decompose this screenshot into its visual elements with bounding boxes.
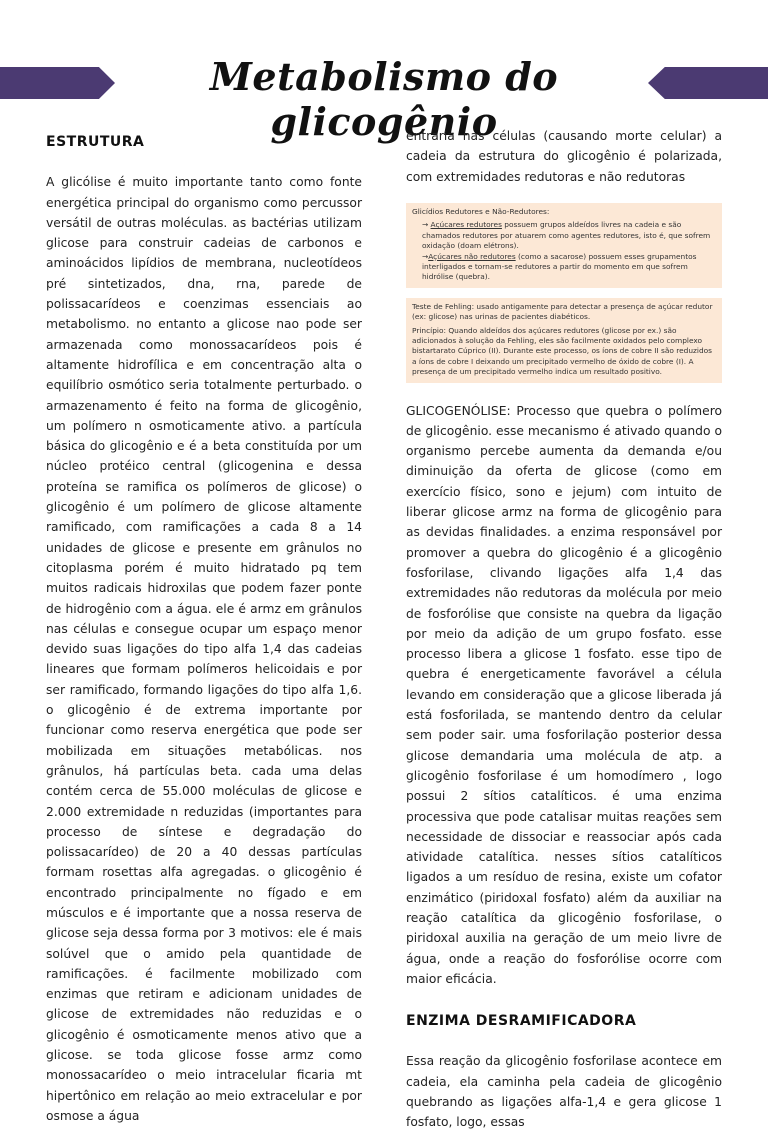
note-text-nao-redutores: (como a sacarose) possuem esses grupamentos interligados e tornam-se redutores a partir do momento em que sofrem hidrólise (quebra). <box>422 251 697 282</box>
arrow-icon: → <box>422 220 431 230</box>
continuation-paragraph: entraria nas células (causando morte celular) a cadeia da estrutura do glicogênio é polarizada, com extremidades redutoras e não redutoras <box>406 129 722 184</box>
note-text-redutores: possuem grupos aldeídos livres na cadeia e são chamados redutores por atuarem como agentes redutores, isto é, que sofrem oxidação (doam elétrons). <box>422 220 711 251</box>
estrutura-paragraph: A glicólise é muito importante tanto como fonte energética principal do organismo como percussor versátil de outras moléculas. as bactérias utilizam glicose para construir cadeias de carbonos e aminoácidos lipídios de membrana, nucleotídeos pré sintetizados, dna, rna, parede de polissacarídeos e coenzimas essenciais ao metabolismo. no entanto a glicose nao pode ser armazenada como monossacarídeos pois é altamente hidrofílica e em concentração alta o equilíbrio osmótico seria totalmente perturbado. o armazenamento é feito na forma de glicogênio, um polímero n osmoticamente ativo. a partícula básica do glicogênio e é a beta constituída por um núcleo protéico central (glicogenina e dessa proteína se ramifica os polímeros de glicose) o glicogênio é um polímero de glicose altamente ramificado, com ramificações a cada 8 a 14 unidades de glicose e presente em grânulos no citoplasma porém é muito hidratado pq tem muitos radicais hidroxilas que podem fazer ponte de hidrogênio com a água. ele é armz em grânulos nas células e consegue ocupar um espaço menor devido suas ligações do tipo alfa 1,4 das cadeias lineares que formam polímeros helicoidais e por ser ramificado, formando ligações do tipo alfa 1,6. o glicogênio é de extrema importante por funcionar como reserva energética que pode ser mobilizada em situações metabólicas. nos grânulos, há partículas beta. cada uma delas contém cerca de 55.000 moléculas de glicose e 2.000 extremidade n reduzidas (importantes para processo de síntese e degradação do polissacarídeo) de 20 a 40 dessas partículas formam rosettas alfa agregadas. o glicogênio é encontrado principalmente no fígado e em músculos e é importante que a nossa reserva de glicose seja dessa forma por 3 motivos: ele é mais solúvel que o amido pela quantidade de ramificações. é facilmente mobilizado com enzimas que retiram e adicionam unidades de glicose de extremidades não reduzidas e o glicogênio é osmoticamente menos ativo que a glicose. se toda glicose fosse armz como monossacarídeo o meio intracelular ficaria mt hipertônico em relação ao meio extracelular e por osmose a água <box>46 175 362 1123</box>
note-item-nao-redutores <box>412 252 716 283</box>
enzima-paragraph: Essa reação da glicogênio fosforilase acontece em cadeia, ela caminha pela cadeia de glicogênio quebrando as ligações alfa-1,4 e gera glicose 1 fosfato, logo, essas <box>406 1054 722 1130</box>
note-box-head: Glicídios Redutores e Não-Redutores: <box>412 206 550 216</box>
left-banner <box>0 67 115 99</box>
page-title: Metabolismo do glicogênio <box>209 54 559 144</box>
left-column <box>46 126 362 1126</box>
fehling-line: Teste de Fehling: usado antigamente para detectar a presença de açúcar redutor (ex: glicose) nas urinas de pacientes diabéticos. <box>412 301 713 322</box>
term-redutores: Açúcares redutores <box>430 220 502 230</box>
glicogenolise-paragraph: GLICOGENÓLISE: Processo que quebra o polímero de glicogênio. esse mecanismo é ativado quando o organismo percebe aumenta da demanda e/ou diminuição da oferta de glicose (como em exercício físico, sono e jejum) com intuito de liberar glicose armz na forma de glicogênio para as devidas finalidades. a enzima responsável por promover a quebra do glicogênio é a glicogênio fosforilase, clivando ligações alfa 1,4 das extremidades não redutoras da molécula por meio de fosforólise que consiste na quebra da ligação por meio da adição de um grupo fosfato. esse processo libera a glicose 1 fosfato. esse tipo de quebra é energeticamente favorável a célula levando em consideração que a glicose liberada já está fosforilada, se mantendo dentro da celular sem poder sair. uma fosforilação posterior dessa glicose demandaria uma molécula de atp. a glicogênio fosforilase é um homodímero , logo possui 2 sítios catalíticos. é uma enzima processiva que pode catalisar muitas reações sem necessidade de dissociar e reassociar após cada atividade catalítica. nesses sítios catalíticos ligados a um resíduo de resina, existe um cofator enzimático (piridoxal fosfato) além da auxiliar na reação catalítica da glicogênio fosforilase, o piridoxal auxilia na geração de um meio livre de água, onde a reação do fosforólise ocorre com maior eficácia. <box>406 403 722 986</box>
note-item-redutores <box>412 220 716 251</box>
term-nao-redutores: Açúcares não redutores <box>428 251 516 261</box>
fehling-principle: Princípio: Quando aldeídos dos açúcares redutores (glicose por ex.) são adicionados à solução da Fehling, eles são facilmente oxidados pelo complexo bistartarato Cúprico (II). Durante este processo, os íons de cobre II são reduzidos a íons de cobre I deixando um precipitado vermelho de óxido de cobre (I). A presença de um precipitado vermelho indica um resultado positivo. <box>412 325 713 377</box>
note-box-redutores <box>406 203 722 288</box>
right-banner <box>648 67 768 99</box>
section-heading-enzima: ENZIMA DESRAMIFICADORA <box>406 1013 637 1030</box>
section-heading-estrutura: ESTRUTURA <box>46 134 145 150</box>
arrow-icon: → <box>422 251 429 261</box>
right-column <box>406 126 722 1133</box>
note-box-fehling <box>406 298 722 383</box>
